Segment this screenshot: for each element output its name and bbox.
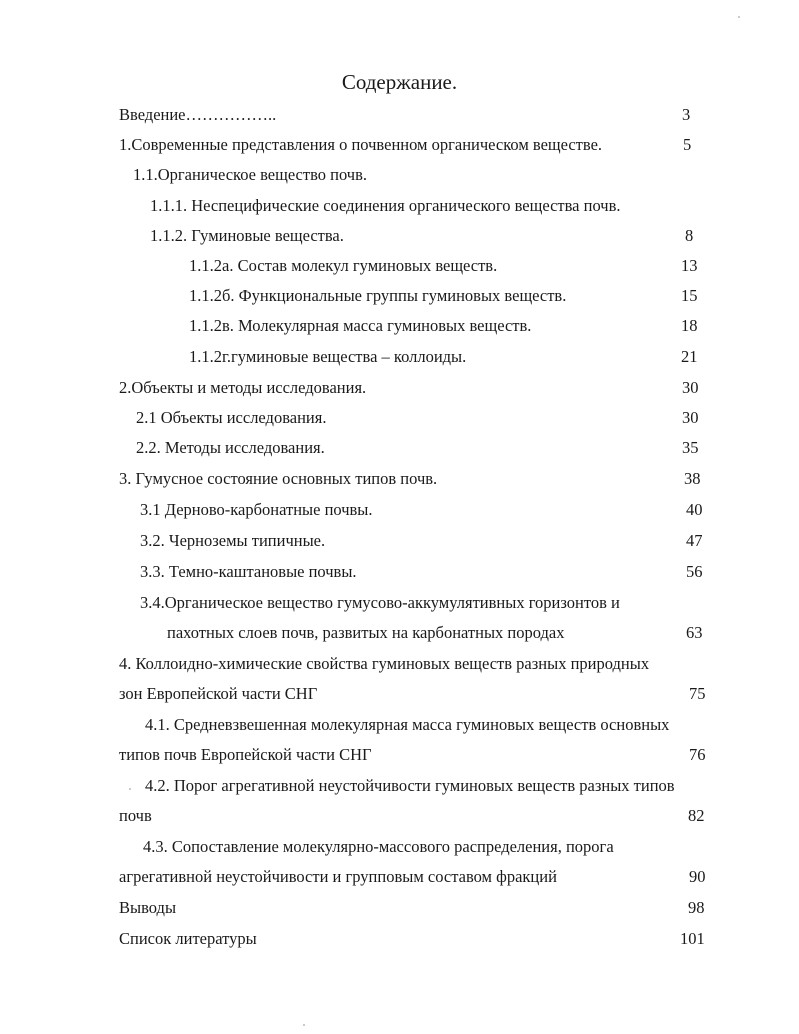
toc-entry-page: 8: [685, 226, 694, 245]
toc-entry-page: 30: [682, 378, 699, 397]
toc-entry-page: 82: [688, 806, 705, 825]
toc-entry: [0, 592, 799, 614]
toc-entry-page: 18: [681, 316, 698, 335]
toc-entry: [0, 683, 799, 705]
toc-entry: [0, 928, 799, 950]
toc-entry-text: 2.1 Объекты исследования.: [136, 408, 327, 427]
toc-entry: [0, 315, 799, 337]
toc-entry: [0, 805, 799, 827]
toc-entry: [0, 866, 799, 888]
toc-entry-text: 1.Современные представления о почвенном органическом веществе.: [119, 135, 603, 154]
toc-entry-text: 1.1.2а. Состав молекул гуминовых веществ.: [189, 256, 498, 275]
toc-entry: [0, 255, 799, 277]
toc-entry-text: 4.3. Сопоставление молекулярно-массового распределения, порога: [143, 837, 614, 856]
toc-entry: [0, 714, 799, 736]
toc-entry: [0, 897, 799, 919]
toc-entry-text: 3.2. Черноземы типичные.: [140, 531, 326, 550]
toc-entry-text: 1.1.2г.гуминовые вещества – коллоиды.: [189, 347, 467, 366]
scan-speck: [129, 788, 131, 790]
toc-entry: [0, 407, 799, 429]
toc-entry-page: 56: [686, 562, 703, 581]
toc-entry-page: 15: [681, 286, 698, 305]
scan-speck: [738, 16, 740, 18]
toc-entry-page: 76: [689, 745, 706, 764]
toc-entry-page: 30: [682, 408, 699, 427]
toc-entry: [0, 775, 799, 797]
toc-entry: [0, 836, 799, 858]
toc-entry-text: типов почв Европейской части СНГ: [119, 745, 372, 764]
toc-entry-text: 2.Объекты и методы исследования.: [119, 378, 367, 397]
toc-entry-text: Введение……………..: [119, 105, 277, 124]
toc-entry-page: 90: [689, 867, 706, 886]
page-title: Содержание.: [341, 70, 458, 94]
toc-entry-text: 1.1.1. Неспецифические соединения органического вещества почв.: [150, 196, 621, 215]
toc-entry-page: 38: [684, 469, 701, 488]
toc-entry-page: 47: [686, 531, 703, 550]
toc-entry: [0, 164, 799, 186]
toc-entry: [0, 104, 799, 126]
toc-entry-text: почв: [119, 806, 152, 825]
toc-entry: [0, 653, 799, 675]
scan-speck: [303, 1024, 305, 1026]
toc-entry: [0, 134, 799, 156]
toc-entry: [0, 437, 799, 459]
toc-entry-page: 63: [686, 623, 703, 642]
toc-entry: [0, 468, 799, 490]
toc-entry-text: 4.1. Средневзвешенная молекулярная масса гуминовых веществ основных: [145, 715, 670, 734]
toc-entry: [0, 622, 799, 644]
toc-entry-text: 3.3. Темно-каштановые почвы.: [140, 562, 357, 581]
toc-entry: [0, 530, 799, 552]
toc-entry: [0, 499, 799, 521]
toc-entry-text: 2.2. Методы исследования.: [136, 438, 325, 457]
toc-entry-text: 1.1.2. Гуминовые вещества.: [150, 226, 344, 245]
toc-entry: [0, 225, 799, 247]
toc-entry-page: 35: [682, 438, 699, 457]
toc-entry-page: 98: [688, 898, 705, 917]
toc-entry-text: 1.1.2в. Молекулярная масса гуминовых веществ.: [189, 316, 532, 335]
toc-entry-text: Выводы: [119, 898, 177, 917]
toc-entry-page: 13: [681, 256, 698, 275]
toc-entry-page: 3: [682, 105, 691, 124]
toc-entry-page: 21: [681, 347, 698, 366]
toc-entry: [0, 195, 799, 217]
toc-entry-text: 3.1 Дерново-карбонатные почвы.: [140, 500, 373, 519]
toc-entry: [0, 346, 799, 368]
toc-entry-text: зон Европейской части СНГ: [119, 684, 318, 703]
toc-entry-text: 3. Гумусное состояние основных типов почв.: [119, 469, 438, 488]
toc-entry-text: 1.1.Органическое вещество почв.: [133, 165, 368, 184]
toc-entry-text: пахотных слоев почв, развитых на карбонатных породах: [167, 623, 565, 642]
toc-entry: [0, 285, 799, 307]
toc-entry-page: 75: [689, 684, 706, 703]
toc-entry-text: 1.1.2б. Функциональные группы гуминовых веществ.: [189, 286, 567, 305]
toc-entry-text: 3.4.Органическое вещество гумусово-аккумулятивных горизонтов и: [140, 593, 620, 612]
toc-entry-text: 4. Коллоидно-химические свойства гуминовых веществ разных природных: [119, 654, 650, 673]
toc-entry: [0, 561, 799, 583]
toc-entry-text: агрегативной неустойчивости и групповым составом фракций: [119, 867, 557, 886]
toc-entry-text: Список литературы: [119, 929, 257, 948]
toc-entry-text: 4.2. Порог агрегативной неустойчивости гуминовых веществ разных типов: [145, 776, 675, 795]
toc-entry-page: 40: [686, 500, 703, 519]
toc-entry-page: 5: [683, 135, 692, 154]
toc-entry-page: 101: [680, 929, 705, 948]
toc-entry: [0, 744, 799, 766]
toc-entry: [0, 377, 799, 399]
